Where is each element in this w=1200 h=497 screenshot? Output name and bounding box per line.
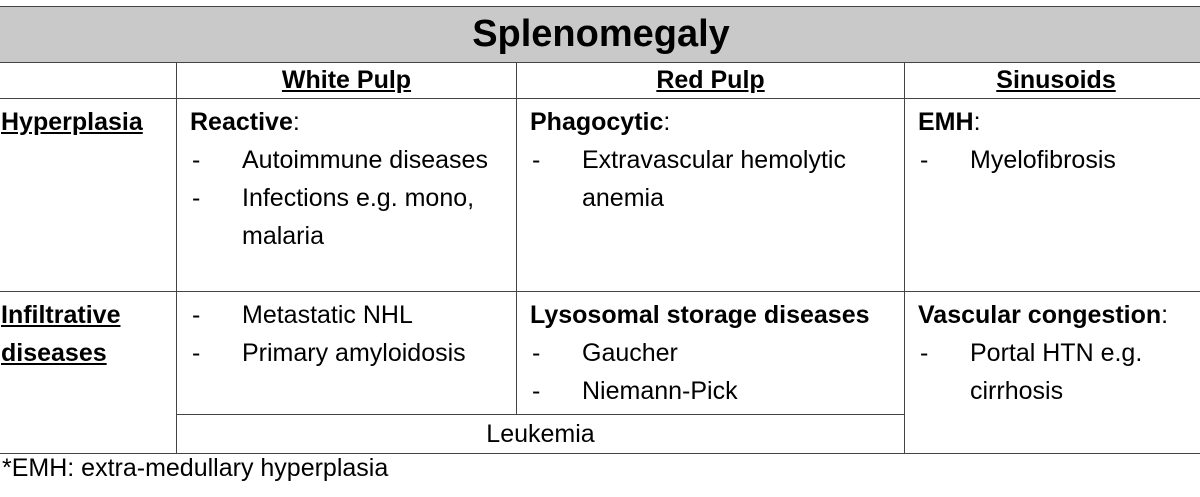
row-header-infiltrative-line1: Infiltrative: [1, 301, 121, 329]
list-item: - Primary amyloidosis: [192, 339, 466, 367]
row-header-infiltrative-line2: diseases: [1, 339, 107, 367]
corner-cell: [0, 63, 177, 99]
list-item: - Infections e.g. mono, malaria: [192, 184, 475, 250]
footnote: *EMH: extra-medullary hyperplasia: [2, 454, 389, 482]
list-item: - Metastatic NHL: [192, 301, 413, 329]
list-item: - Portal HTN e.g. cirrhosis: [920, 339, 1143, 405]
cell-hyperplasia-red-pulp: [517, 99, 905, 292]
cell-heading: Phagocytic:: [530, 108, 671, 136]
splenomegaly-table: [0, 6, 1200, 454]
list-item: - Niemann-Pick: [532, 377, 738, 405]
list-item: - Extravascular hemolytic anemia: [532, 146, 846, 212]
cell-hyperplasia-white-pulp: [177, 99, 517, 292]
cell-leukemia-shared: Leukemia: [177, 415, 905, 454]
cell-heading: Vascular congestion:: [918, 301, 1169, 329]
row-header-hyperplasia: [0, 99, 177, 292]
list-item: - Gaucher: [532, 339, 678, 367]
column-header-sinusoids: Sinusoids: [905, 63, 1200, 99]
column-header-white-pulp: White Pulp: [177, 63, 517, 99]
row-header-infiltrative: [0, 292, 177, 454]
cell-infiltrative-red-pulp: [517, 292, 905, 415]
list-item: - Autoimmune diseases: [192, 146, 488, 174]
cell-heading: EMH:: [918, 108, 981, 136]
column-header-red-pulp: Red Pulp: [517, 63, 905, 99]
table-title: Splenomegaly: [0, 7, 1200, 63]
splenomegaly-table-frame: [0, 6, 1200, 454]
row-header-hyperplasia-label: Hyperplasia: [1, 108, 143, 136]
cell-hyperplasia-sinusoids: [905, 99, 1200, 292]
cell-heading: Lysosomal storage diseases: [530, 301, 870, 329]
cell-infiltrative-white-pulp: [177, 292, 517, 415]
cell-heading: Reactive:: [190, 108, 300, 136]
cell-infiltrative-sinusoids: [905, 292, 1200, 454]
list-item: - Myelofibrosis: [920, 146, 1116, 174]
